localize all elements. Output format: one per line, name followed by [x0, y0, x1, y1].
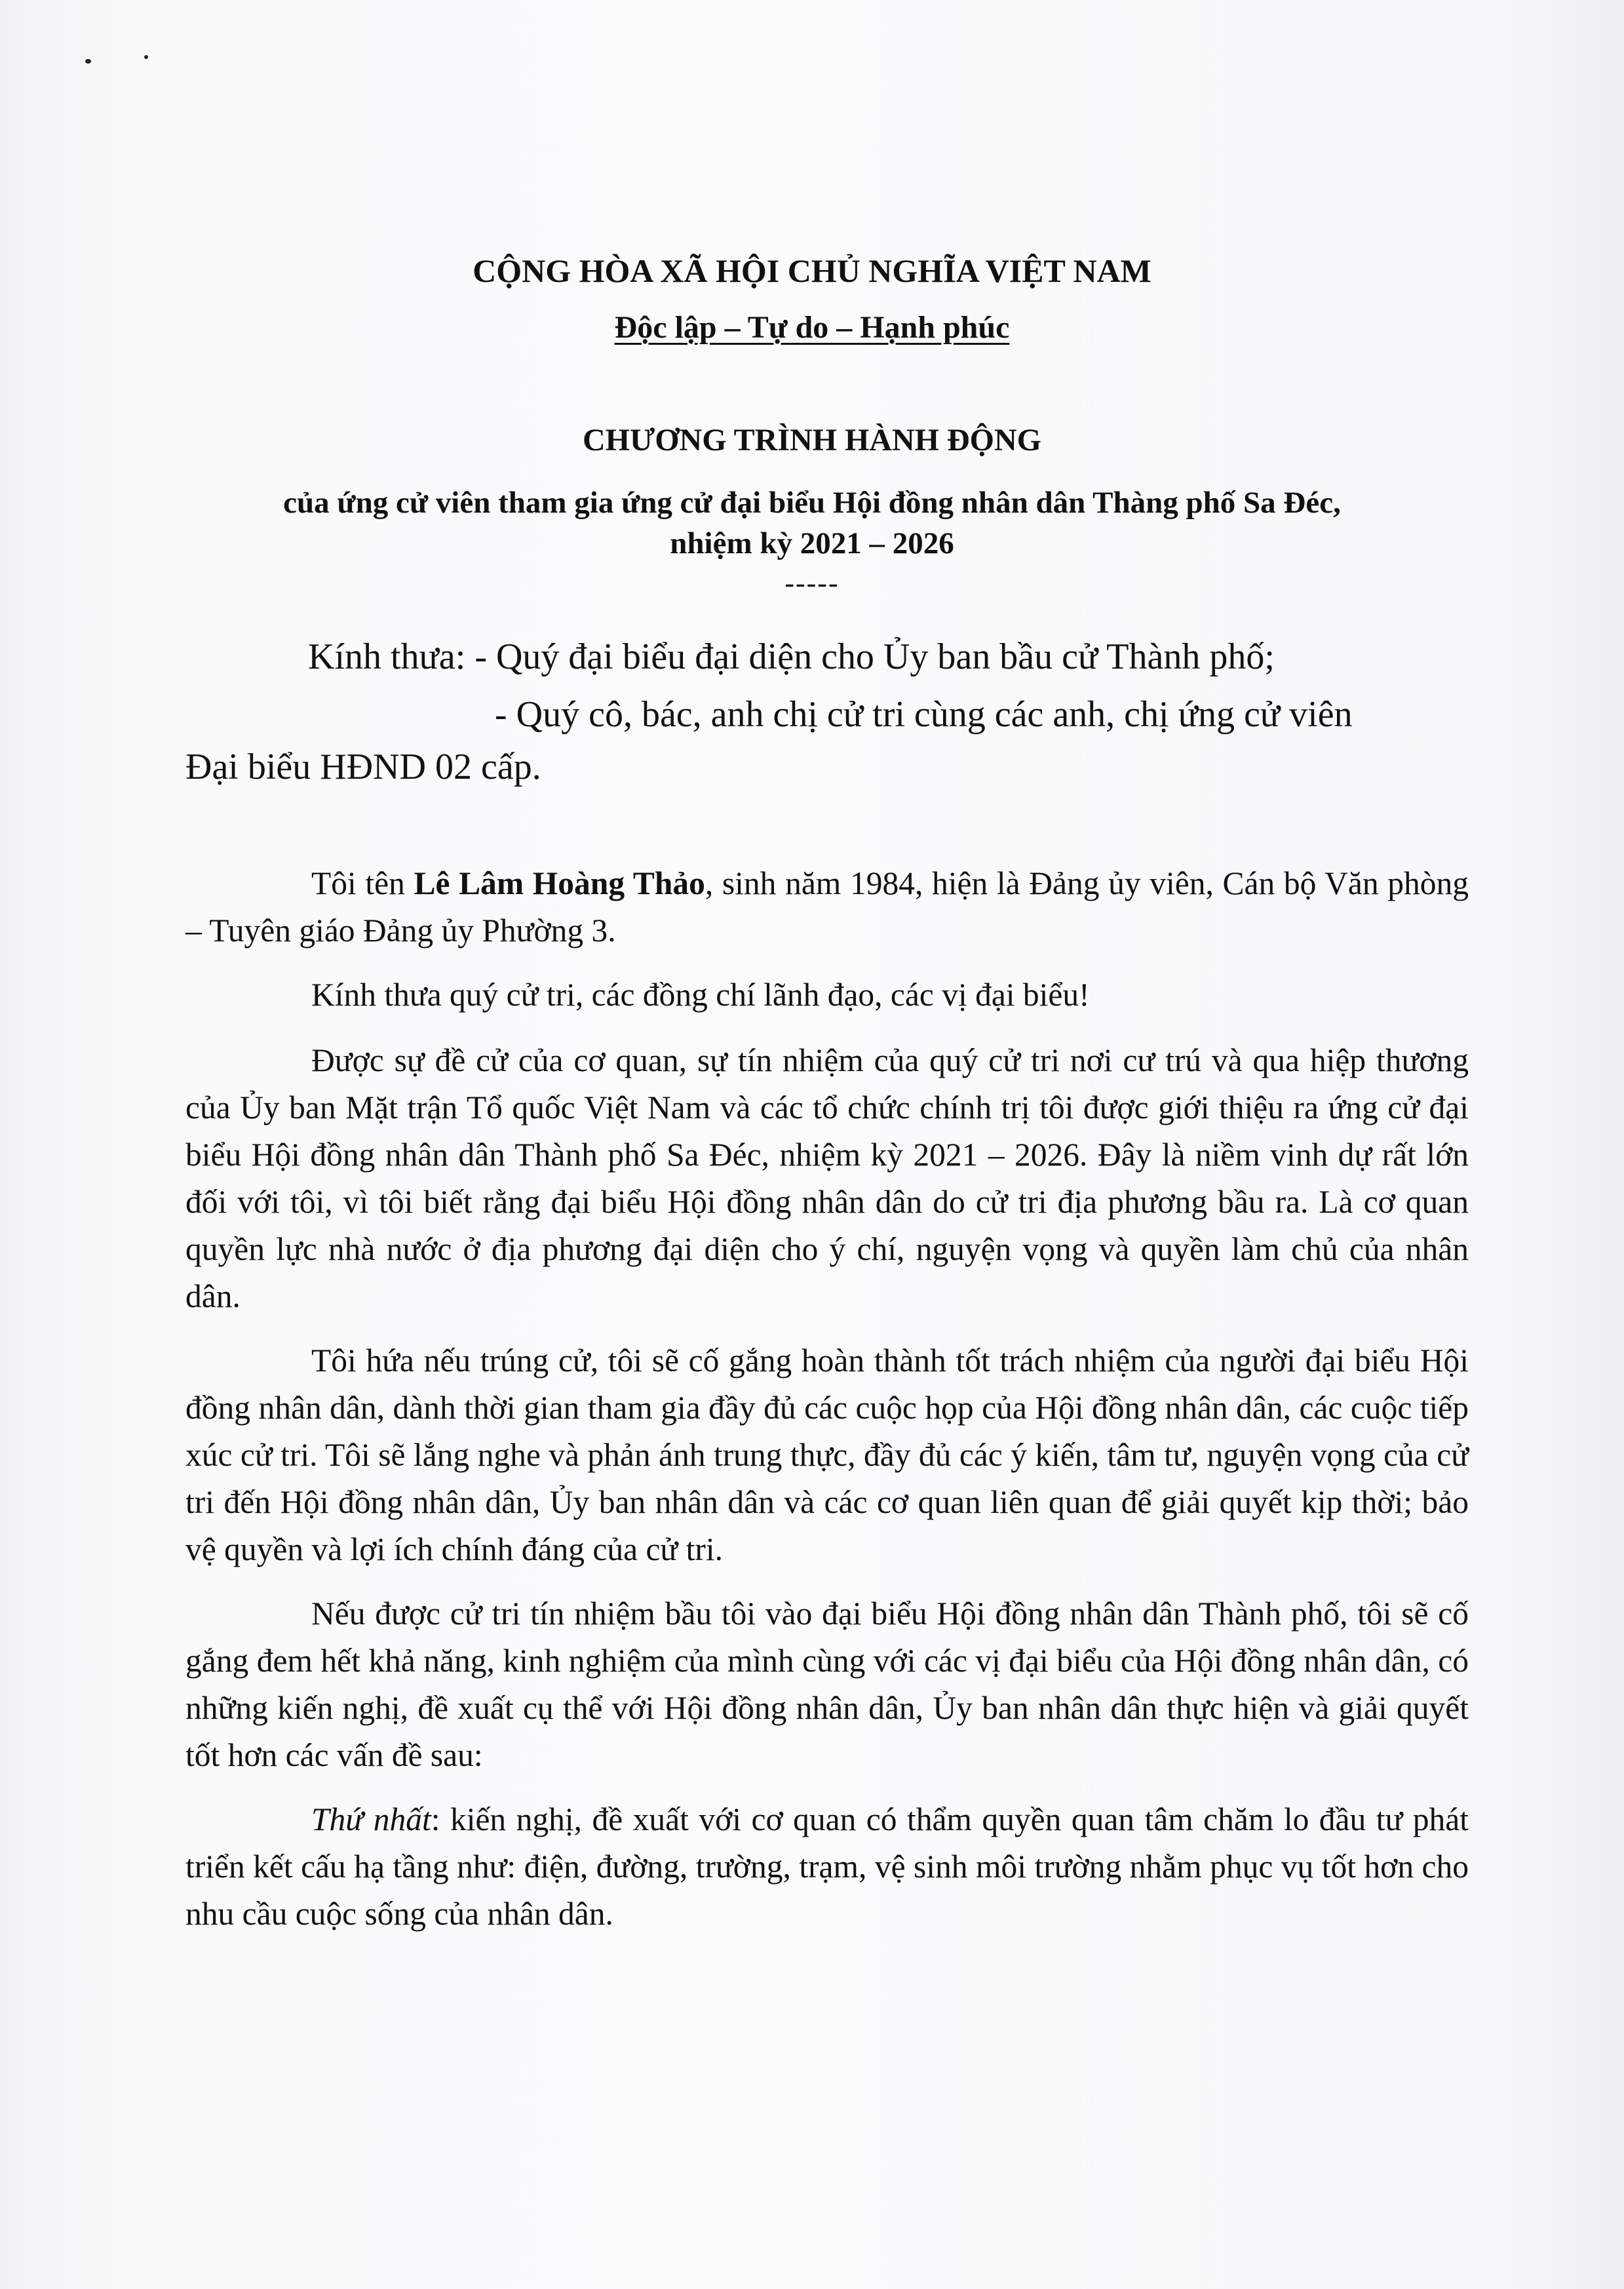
paragraph-1: Được sự đề cử của cơ quan, sự tín nhiệm của quý cử tri nơi cư trú và qua hiệp thương của Ủy ban Mặt trận Tổ quốc Việt Nam và các tổ chức chính trị tôi được giới thiệu ra ứng cử đại biểu Hội đồng nhân dân Thành phố Sa Đéc, nhiệm kỳ 2021 – 2026. Đây là niềm vinh dự rất lớn đối với tôi, vì tôi biết rằng đại biểu Hội đồng nhân dân do cử tri địa phương bầu ra. Là cơ quan quyền lực nhà nước ở địa phương đại diện cho ý chí, nguyện vọng và quyền làm chủ của nhân dân.: [185, 1042, 1469, 1314]
intro-suffix: , sinh năm 1984, hiện là Đảng ủy viên, Cán bộ Văn phòng – Tuyên giáo Đảng ủy Phường 3.: [185, 865, 1469, 949]
scan-specks: [84, 55, 163, 68]
paragraph-4: [185, 1796, 1469, 1938]
motto-text: Độc lập – Tự do – Hạnh phúc: [614, 310, 1010, 345]
greeting-line-3: Đại biểu HĐND 02 cấp.: [185, 747, 541, 787]
title-divider: -----: [784, 567, 840, 599]
paragraph-3: Nếu được cử tri tín nhiệm bầu tôi vào đại biểu Hội đồng nhân dân Thành phố, tôi sẽ cố gắng đem hết khả năng, kinh nghiệm của mình cùng với các vị đại biểu của Hội đồng nhân dân, có những kiến nghị, đề xuất cụ thể với Hội đồng nhân dân, Ủy ban nhân dân thực hiện và giải quyết tốt hơn các vấn đề sau:: [185, 1595, 1469, 1773]
document-subtitle: [0, 482, 1624, 564]
first-point-text: : kiến nghị, đề xuất với cơ quan có thẩm quyền quan tâm chăm lo đầu tư phát triển kết cấu hạ tầng như: điện, đường, trường, trạm, vệ sinh môi trường nhằm phục vụ tốt hơn cho nhu cầu cuộc sống của nhân dân.: [185, 1801, 1469, 1932]
intro-prefix: Tôi tên: [311, 865, 414, 901]
greeting-line-2: - Quý cô, bác, anh chị cử tri cùng các anh, chị ứng cử viên: [495, 694, 1353, 735]
document-title: CHƯƠNG TRÌNH HÀNH ĐỘNG: [582, 423, 1042, 458]
national-name-heading: CỘNG HÒA XÃ HỘI CHỦ NGHĨA VIỆT NAM: [473, 252, 1151, 289]
subtitle-line-2: nhiệm kỳ 2021 – 2026: [670, 526, 954, 560]
first-point-label: Thứ nhất: [311, 1801, 431, 1837]
address-paragraph: Kính thưa quý cử tri, các đồng chí lãnh đạo, các vị đại biểu!: [311, 977, 1090, 1013]
greeting-line-1: Kính thưa: - Quý đại biểu đại diện cho Ủy ban bầu cử Thành phố;: [308, 636, 1275, 677]
paragraph-2: Tôi hứa nếu trúng cử, tôi sẽ cố gắng hoàn thành tốt trách nhiệm của người đại biểu Hội đồng nhân dân, dành thời gian tham gia đầy đủ các cuộc họp của Hội đồng nhân dân, các cuộc tiếp xúc cử tri. Tôi sẽ lắng nghe và phản ánh trung thực, đầy đủ các ý kiến, tâm tư, nguyện vọng của cử tri đến Hội đồng nhân dân, Ủy ban nhân dân và các cơ quan liên quan để giải quyết kịp thời; bảo vệ quyền và lợi ích chính đáng của cử tri.: [185, 1342, 1469, 1567]
intro-paragraph: [185, 860, 1469, 954]
national-motto: [0, 308, 1624, 347]
candidate-name: Lê Lâm Hoàng Thảo: [414, 865, 705, 901]
subtitle-line-1: của ứng cử viên tham gia ứng cử đại biểu Hội đồng nhân dân Thàng phố Sa Đéc,: [283, 486, 1341, 520]
document-body: [185, 860, 1469, 1955]
